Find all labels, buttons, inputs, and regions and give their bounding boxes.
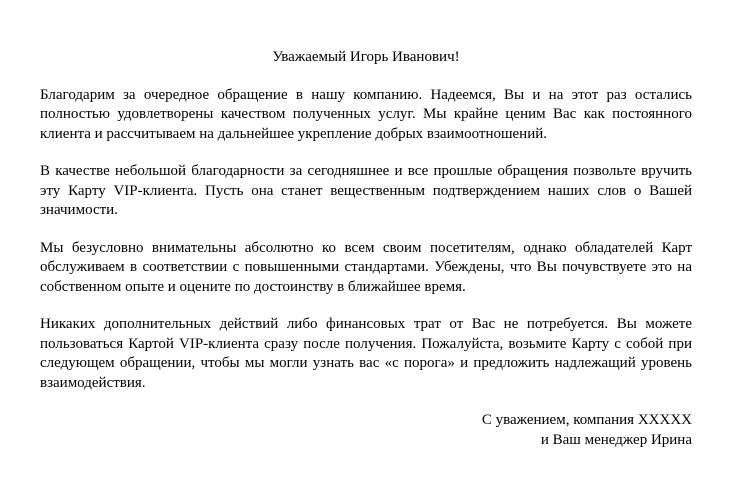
- body-paragraph-1: Благодарим за очередное обращение в нашу компанию. Надеемся, Вы и на этот раз остались полностью удовлетворены качеством полученных услуг. Мы крайне ценим Вас как постоянного клиента и рассчитываем на дальнейшее укрепление добрых взаимоотношений.: [40, 86, 692, 142]
- signature-company-line: С уважением, компания XXXXX: [481, 412, 692, 428]
- body-paragraph-4: Никаких дополнительных действий либо финансовых трат от Вас не потребуется. Вы можете пользоваться Картой VIP-клиента сразу после получения. Пожалуйста, возьмите Карту с собой при следующем обращении, чтобы мы могли узнать вас «с порога» и предложить надлежащий уровень взаимодействия.: [40, 316, 692, 391]
- salutation-line: Уважаемый Игорь Иванович!: [272, 49, 460, 65]
- signature-manager-line: и Ваш менеджер Ирина: [540, 431, 692, 448]
- body-paragraph-3: Мы безусловно внимательны абсолютно ко всем своим посетителям, однако обладателей Карт обслуживаем в соответствии с повышенными стандартами. Убеждены, что Вы почувствуете это на собственном опыте и оцените по достоинству в ближайшее время.: [40, 239, 692, 295]
- signature-block: [40, 411, 692, 450]
- body-paragraph-2: В качестве небольшой благодарности за сегодняшнее и все прошлые обращения позвольте вручить эту Карту VIP-клиента. Пусть она станет вещественным подтверждением наших слов о Вашей значимости.: [40, 163, 692, 218]
